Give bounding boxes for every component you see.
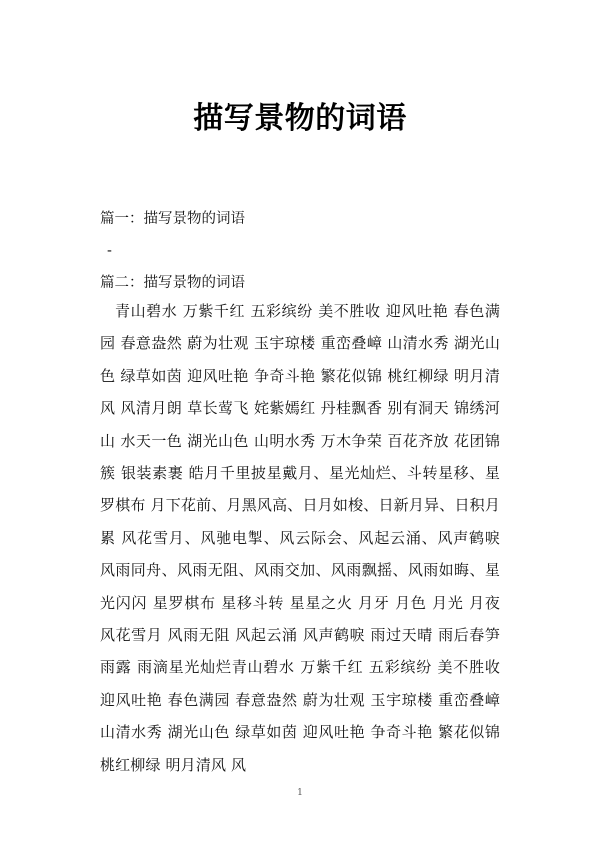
section-heading-pian-yi: 篇一：描写景物的词语 bbox=[100, 211, 245, 227]
word-list-paragraph: 青山碧水 万紫千红 五彩缤纷 美不胜收 迎风吐艳 春色满园 春意盎然 蔚为壮观 玉宇琼楼 重峦叠嶂 山清水秀 湖光山色 绿草如茵 迎风吐艳 争奇斗艳 繁花似锦 桃红柳绿 明月清风 风清月朗 草长莺飞 姹紫嫣红 丹桂飘香 别有洞天 锦绣河山 水天一色 湖光山色 山明水秀 万木争荣 百花齐放 花团锦簇 银装素裹 皓月千里披星戴月、星光灿烂、斗转星移、星罗棋布 月下花前、月黑风高、日月如梭、日新月异、日积月累 风花雪月、风驰电掣、风云际会、风起云涌、风声鹤唳 风雨同舟、风雨无阻、风雨交加、风雨飘摇、风雨如晦、星光闪闪 星罗棋布 星移斗转 星星之火 月牙 月色 月光 月夜 风花雪月 风雨无阻 风起云涌 风声鹤唳 雨过天晴 雨后春笋 雨露 雨滴星光灿烂青山碧水 万紫千红 五彩缤纷 美不胜收 迎风吐艳 春色满园 春意盎然 蔚为壮观 玉宇琼楼 重峦叠嶂 山清水秀 湖光山色 绿草如茵 迎风吐艳 争奇斗艳 繁花似锦 桃红柳绿 明月清风 风 bbox=[100, 302, 500, 774]
section-heading-list bbox=[100, 203, 500, 299]
section-separator-dash: - bbox=[107, 243, 112, 259]
body-text-block bbox=[100, 295, 500, 781]
section-heading-pian-er: 篇二：描写景物的词语 bbox=[100, 275, 245, 291]
page-number-footer: 1 bbox=[297, 788, 303, 798]
page-title: 描写景物的词语 bbox=[193, 101, 407, 136]
